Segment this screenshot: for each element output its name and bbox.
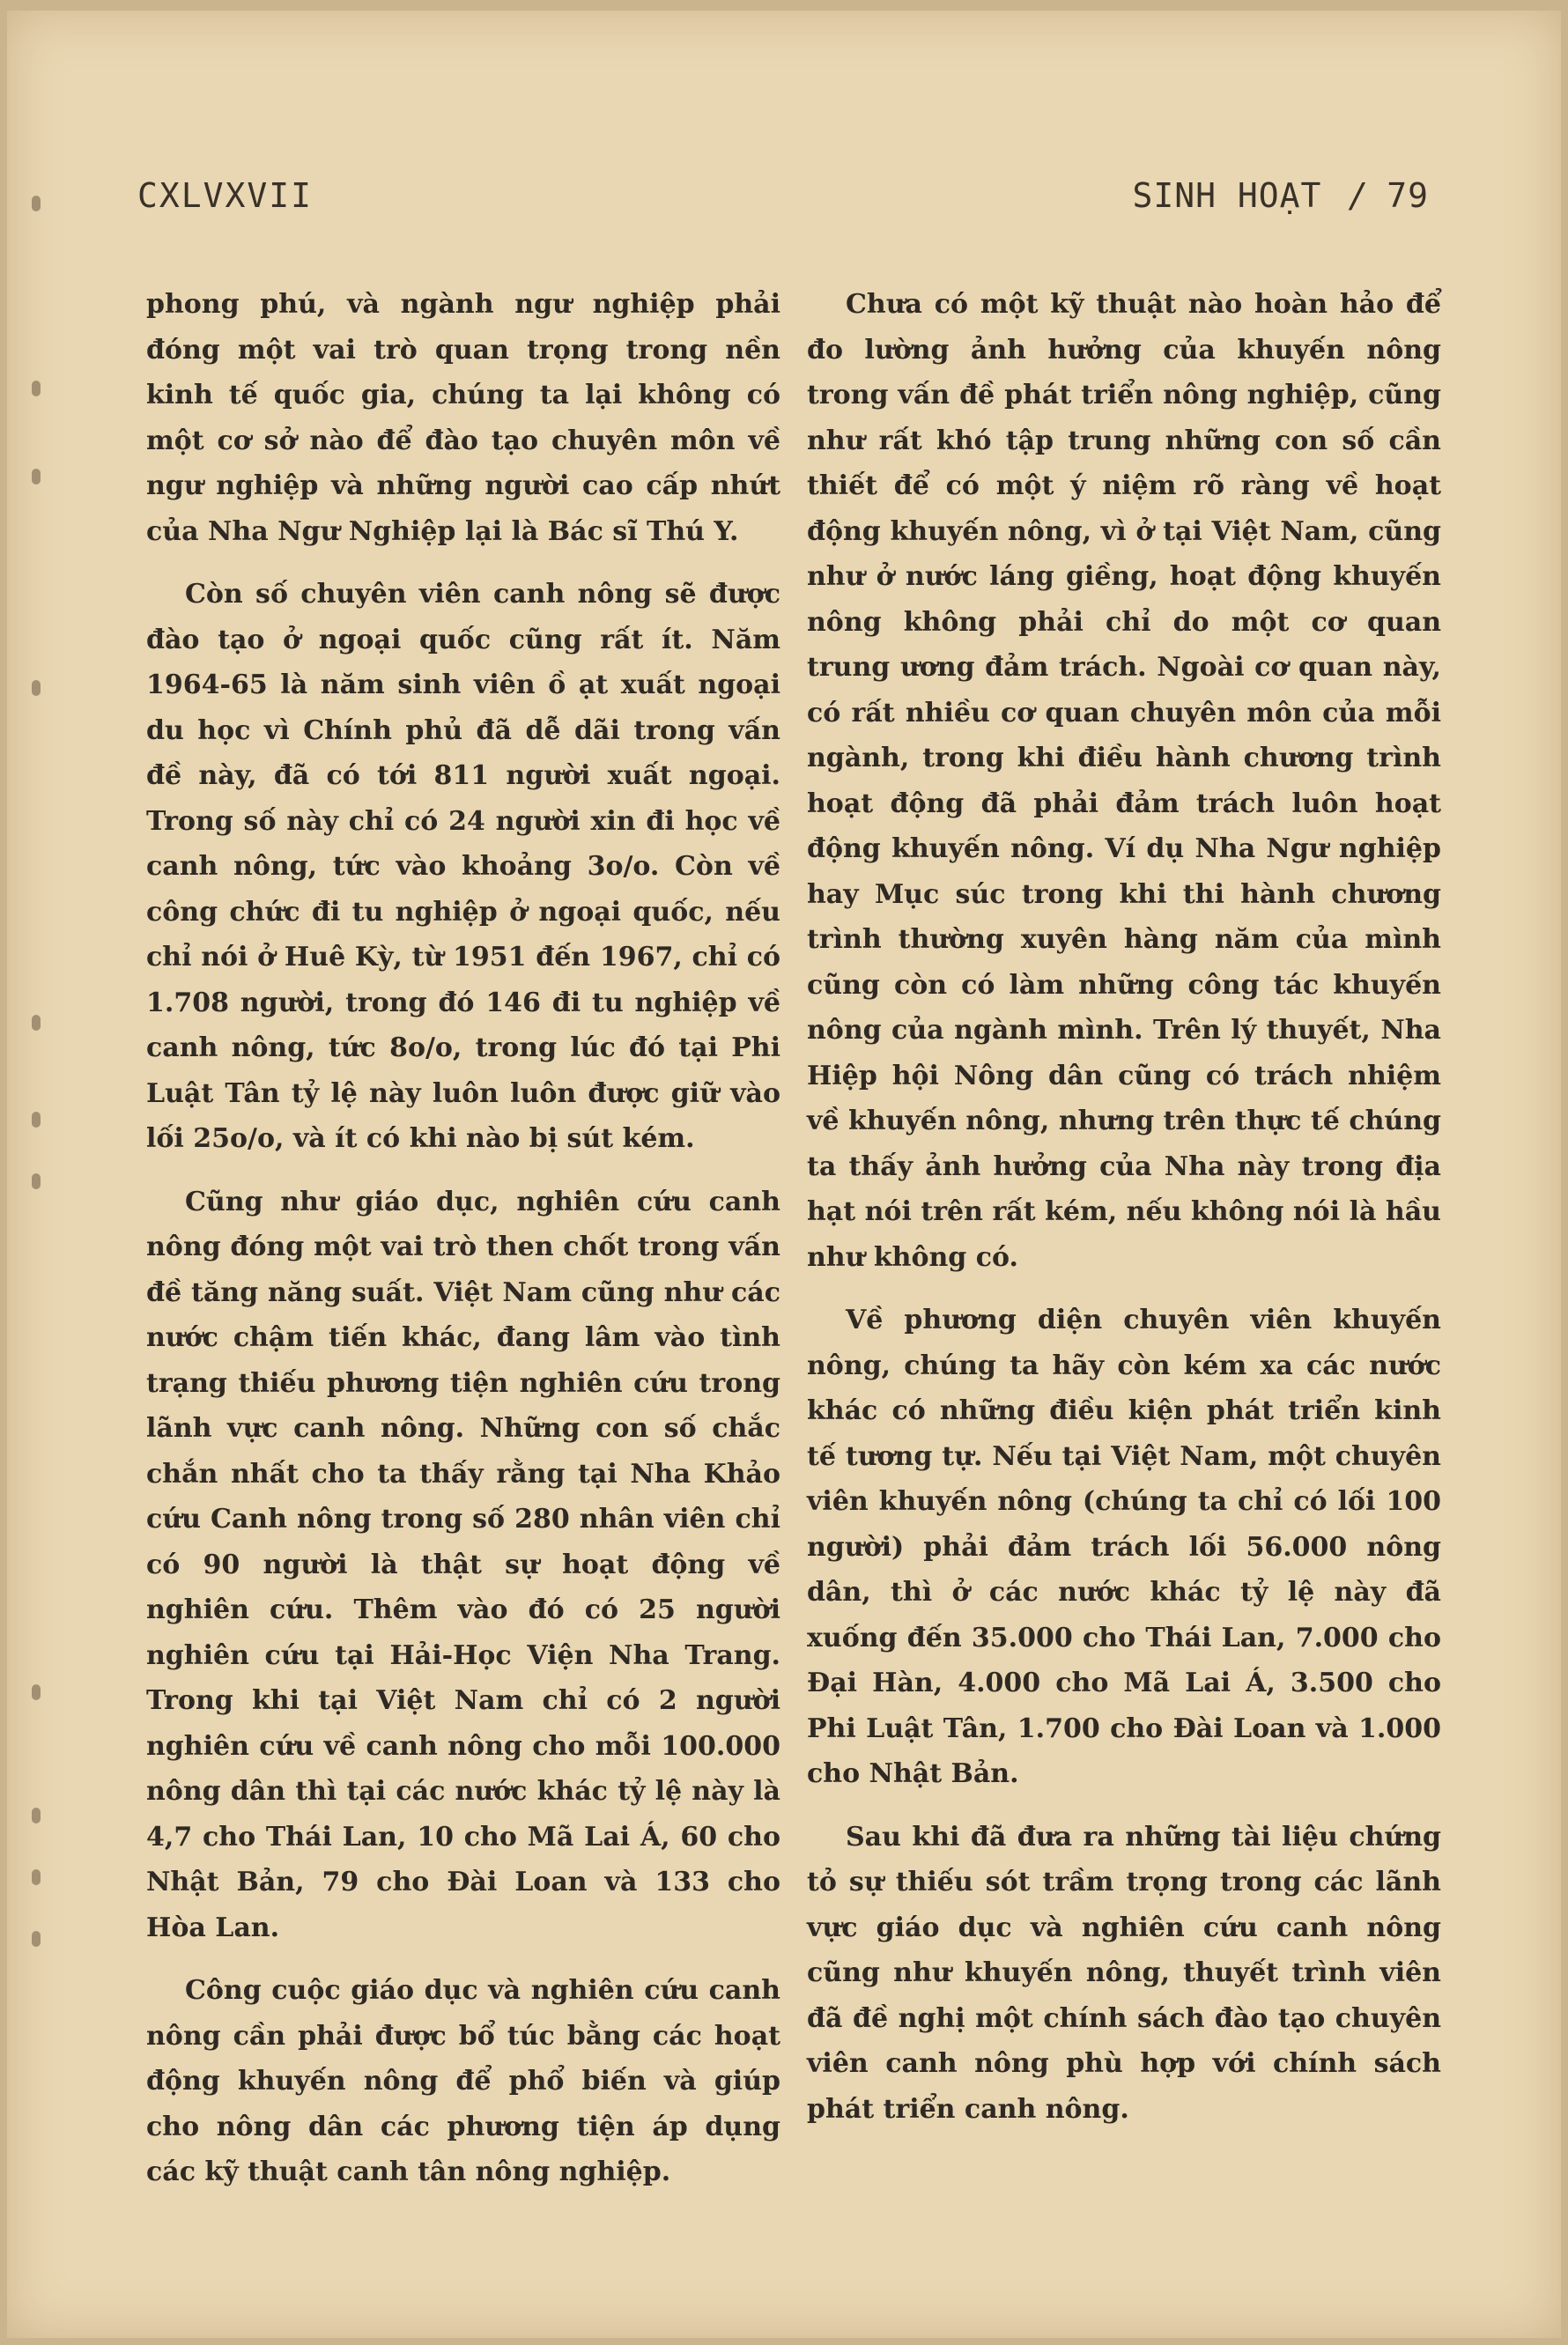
paragraph: Còn số chuyên viên canh nông sẽ được đào tạo ở ngoại quốc cũng rất ít. Năm 1964-65 là năm sinh viên ồ ạt xuất ngoại du học vì Chính phủ đã dễ dãi trong vấn đề này, đã có tới 811 người xuất ngoại. Trong số này chỉ có 24 người xin đi học về canh nông, tức vào khoảng 3o/o. Còn về công chức đi tu nghiệp ở ngoại quốc, nếu chỉ nói ở Huê Kỳ, từ 1951 đến 1967, chỉ có 1.708 người, trong đó 146 đi tu nghiệp về canh nông, tức 8o/o, trong lúc đó tại Phi Luật Tân tỷ lệ này luôn luôn được giữ vào lối 25o/o, và ít có khi nào bị sút kém. [146,579,780,1154]
page-number: 79 [1387,176,1429,215]
paragraph: Về phương diện chuyên viên khuyến nông, chúng ta hãy còn kém xa các nước khác có những điều kiện phát triển kinh tế tương tự. Nếu tại Việt Nam, một chuyên viên khuyến nông (chúng ta chỉ có lối 100 người) phải đảm trách lối 56.000 nông dân, thì ở các nước khác tỷ lệ này đã xuống đến 35.000 cho Thái Lan, 7.000 cho Đại Hàn, 4.000 cho Mã Lai Á, 3.500 cho Phi Luật Tân, 1.700 cho Đài Loan và 1.000 cho Nhật Bản. [807,1305,1441,1789]
right-column [807,282,1441,2149]
paragraph: Sau khi đã đưa ra những tài liệu chứng tỏ sự thiếu sót trầm trọng trong các lãnh vực giáo dục và nghiên cứu canh nông cũng như khuyến nông, thuyết trình viên đã đề nghị một chính sách đào tạo chuyên viên canh nông phù hợp với chính sách phát triển canh nông. [807,1821,1441,2125]
paragraph: Cũng như giáo dục, nghiên cứu canh nông đóng một vai trò then chốt trong vấn đề tăng năng suất. Việt Nam cũng như các nước chậm tiến khác, đang lâm vào tình trạng thiếu phương tiện nghiên cứu trong lãnh vực canh nông. Những con số chắc chắn nhất cho ta thấy rằng tại Nha Khảo cứu Canh nông trong số 280 nhân viên chỉ có 90 người là thật sự hoạt động về nghiên cứu. Thêm vào đó có 25 người nghiên cứu tại Hải-Học Viện Nha Trang. Trong khi tại Việt Nam chỉ có 2 người nghiên cứu về canh nông cho mỗi 100.000 nông dân thì tại các nước khác tỷ lệ này là 4,7 cho Thái Lan, 10 cho Mã Lai Á, 60 cho Nhật Bản, 79 cho Đài Loan và 133 cho Hòa Lan. [146,1186,780,1943]
paragraph: Chưa có một kỹ thuật nào hoàn hảo để đo lường ảnh hưởng của khuyến nông trong vấn đề phát triển nông nghiệp, cũng như rất khó tập trung những con số cần thiết để có một ý niệm rõ ràng về hoạt động khuyến nông, vì ở tại Việt Nam, cũng như ở nước láng giềng, hoạt động khuyến nông không phải chỉ do một cơ quan trung ương đảm trách. Ngoài cơ quan này, có rất nhiều cơ quan chuyên môn của mỗi ngành, trong khi điều hành chương trình hoạt động đã phải đảm trách luôn hoạt động khuyến nông. Ví dụ Nha Ngư nghiệp hay Mục súc trong khi thi hành chương trình thường xuyên hàng năm của mình cũng còn có làm những công tác khuyến nông của ngành mình. Trên lý thuyết, Nha Hiệp hội Nông dân cũng có trách nhiệm về khuyến nông, nhưng trên thực tế chúng ta thấy ảnh hưởng của Nha này trong địa hạt nói trên rất kém, nếu không nói là hầu như không có. [807,289,1441,1273]
header-separator: / [1348,176,1370,215]
section-title: SINH HOẠT [1132,176,1322,215]
book-page [7,11,1561,2338]
running-title [1132,176,1429,215]
left-column [146,282,780,2213]
paragraph: Công cuộc giáo dục và nghiên cứu canh nông cần phải được bổ túc bằng các hoạt động khuyến nông để phổ biến và giúp cho nông dân các phương tiện áp dụng các kỹ thuật canh tân nông nghiệp. [146,1975,780,2187]
chapter-roman-numeral: CXLVXVII [137,176,314,215]
binding-marks [25,169,60,2019]
paragraph: phong phú, và ngành ngư nghiệp phải đóng một vai trò quan trọng trong nền kinh tế quốc gia, chúng ta lại không có một cơ sở nào để đào tạo chuyên môn về ngư nghiệp và những người cao cấp nhứt của Nha Ngư Nghiệp lại là Bác sĩ Thú Y. [146,289,780,547]
page-header [137,176,1429,220]
